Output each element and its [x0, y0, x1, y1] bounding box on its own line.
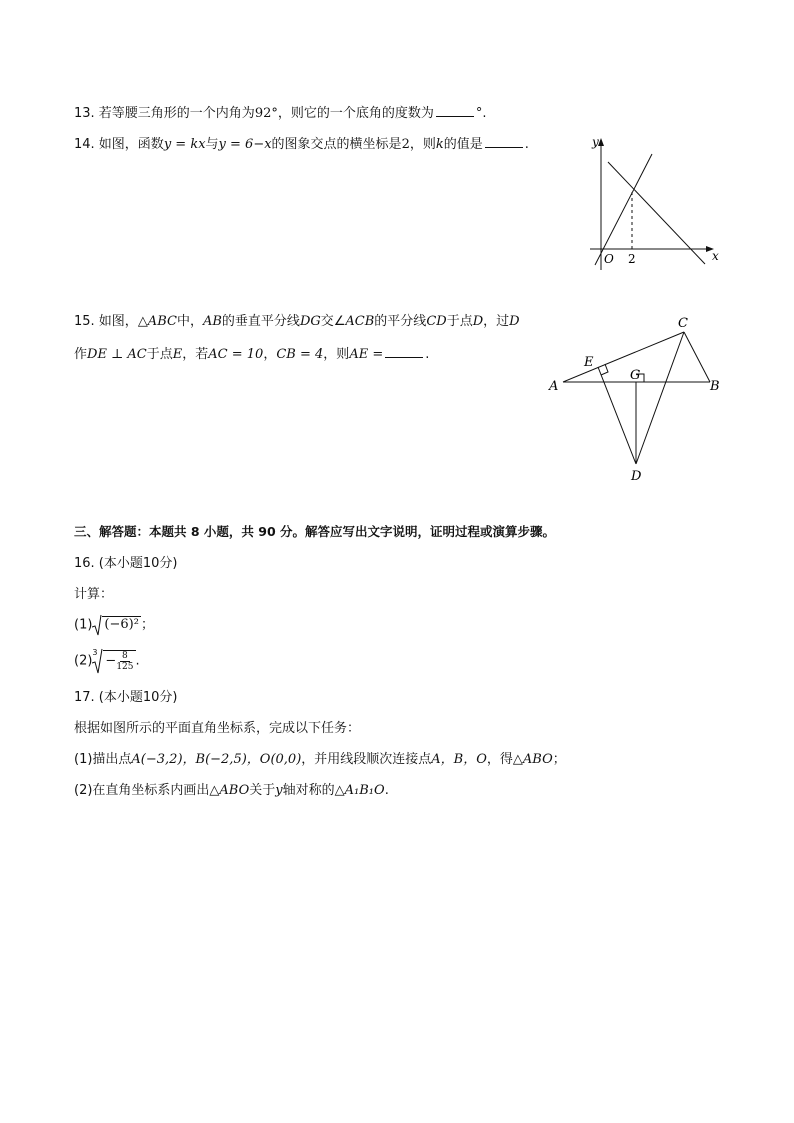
q15-label-a: A [549, 379, 559, 394]
q15-period: . [425, 347, 430, 362]
q14-val: 2 [401, 137, 410, 152]
q14-f2: y = 6−x [218, 137, 272, 152]
q15-l1e: 的平分线 [374, 314, 427, 329]
q15-cb: CB = 4 [276, 347, 324, 362]
q14-label-2: 2 [628, 252, 636, 266]
q14-graph [580, 132, 730, 274]
q15-segment-cb [684, 332, 710, 382]
q14-label-y: y [592, 135, 599, 149]
q15-de: DE ⊥ AC [87, 347, 147, 362]
q17-intro: 根据如图所示的平面直角坐标系，完成以下任务： [74, 721, 361, 736]
q14-label-x: x [712, 249, 719, 263]
q15-tri: △ABC [137, 314, 177, 329]
q16-p2-label: (2) [74, 653, 93, 669]
q14-f1: y = kx [163, 137, 206, 152]
q15-l2a: 作 [74, 347, 88, 362]
q17-t1b: ，并用线段顺次连接点 [301, 752, 432, 767]
q15-d: D [472, 314, 484, 329]
q17-t2d: y [275, 783, 283, 798]
q13-prefix: 13. 若等腰三角形的一个内角为 [74, 106, 255, 121]
q17-t2a: (2)在直角坐标系内画出 [74, 783, 210, 798]
q15-l1g: ，过 [483, 314, 510, 329]
q15-segment-ac [563, 332, 684, 382]
section-3-header: 三、解答题：本题共 8 小题，共 90 分。解答应写出文字说明，证明过程或演算步骤。 [74, 524, 556, 539]
q16-calc-label: 计算： [74, 587, 114, 602]
q16-p2-num: 8 [122, 651, 128, 661]
q14-mid1: 与 [205, 137, 219, 152]
q14-answer-blank[interactable] [485, 135, 523, 148]
q13-angle: 92° [254, 106, 278, 121]
q17-title: 17. (本小题10分) [74, 690, 178, 705]
q15-ab: AB [202, 314, 222, 329]
q14-line-kx [595, 154, 652, 265]
q17-task-2 [74, 782, 389, 800]
question-13 [74, 104, 487, 123]
q15-label-b: B [710, 379, 720, 394]
q16-p2-end: . [135, 653, 140, 669]
q15-l1c: 的垂直平分线 [221, 314, 300, 329]
q17-t1-points: A(−3,2)，B(−2,5)，O(0,0) [131, 752, 302, 767]
q17-t2e: 轴对称的 [282, 783, 335, 798]
q15-l1b: 中， [176, 314, 203, 329]
q15-e: E [172, 347, 183, 362]
question-15-line2 [74, 345, 429, 364]
q15-label-g: G [630, 368, 641, 383]
q14-mid2: 的图象交点的横坐标是 [271, 137, 402, 152]
q16-p2-radicand [103, 650, 135, 672]
q15-l2d: ，则 [323, 347, 350, 362]
q16-cbrt [92, 648, 135, 674]
q15-sep: ， [263, 347, 277, 362]
q15-ae: AE = [349, 347, 384, 362]
sqrt-icon [92, 614, 102, 636]
q17-t1a: (1)描出点 [74, 752, 132, 767]
q14-prefix: 14. 如图，函数 [74, 137, 164, 152]
q16-p2-fraction [116, 651, 133, 672]
q16-sqrt [92, 614, 141, 636]
q15-dg: DG [299, 314, 321, 329]
q17-t1f: ； [552, 752, 566, 767]
q15-answer-blank[interactable] [385, 345, 423, 358]
q15-acb: ACB [345, 314, 375, 329]
q16-part-1 [74, 614, 154, 638]
q17-t1d: ，得 [486, 752, 513, 767]
q13-end: °. [475, 106, 487, 121]
q17-t1e: △ABO [512, 752, 553, 767]
q14-y-arrow [598, 138, 604, 146]
q16-p1-end: ； [140, 617, 154, 633]
q14-k: k [435, 137, 444, 152]
q14-period: . [524, 137, 529, 152]
q17-t2c: 关于 [249, 783, 276, 798]
q14-label-o: O [604, 252, 614, 266]
q16-p2-index: 3 [92, 648, 98, 657]
q13-suffix: ，则它的一个底角的度数为 [277, 106, 434, 121]
q15-label-e: E [584, 355, 594, 370]
q16-p1-expr: (−6)² [104, 617, 139, 632]
q16-p2-sign: − [105, 653, 117, 669]
question-15-line1 [74, 313, 520, 331]
q16-p2-den: 125 [116, 662, 134, 672]
q16-part-2 [74, 648, 140, 676]
q16-p1-label: (1) [74, 617, 93, 633]
q15-l1d: 交∠ [320, 314, 346, 329]
q17-t2f: △A₁B₁O [334, 783, 385, 798]
q17-task-1 [74, 751, 566, 769]
q15-l2c: ，若 [182, 347, 209, 362]
q15-cd: CD [426, 314, 447, 329]
q15-l1a: 15. 如图， [74, 314, 138, 329]
q15-figure [540, 312, 730, 487]
q17-t1c: A，B，O [431, 752, 487, 767]
q15-l2b: 于点 [146, 347, 173, 362]
q17-t2g: . [384, 783, 389, 798]
question-14 [74, 135, 529, 154]
q15-label-d: D [631, 469, 642, 484]
q15-segment-cd [636, 332, 684, 464]
q14-mid3: ，则 [409, 137, 436, 152]
q17-t2b: △ABO [209, 783, 250, 798]
q14-end: 的值是 [443, 137, 483, 152]
q13-answer-blank[interactable] [436, 104, 474, 117]
q15-label-c: C [678, 316, 688, 331]
q16-title: 16. (本小题10分) [74, 556, 178, 571]
q15-l1f: 于点 [446, 314, 473, 329]
q15-ac: AC = 10 [208, 347, 264, 362]
q15-d2: D [509, 314, 520, 329]
